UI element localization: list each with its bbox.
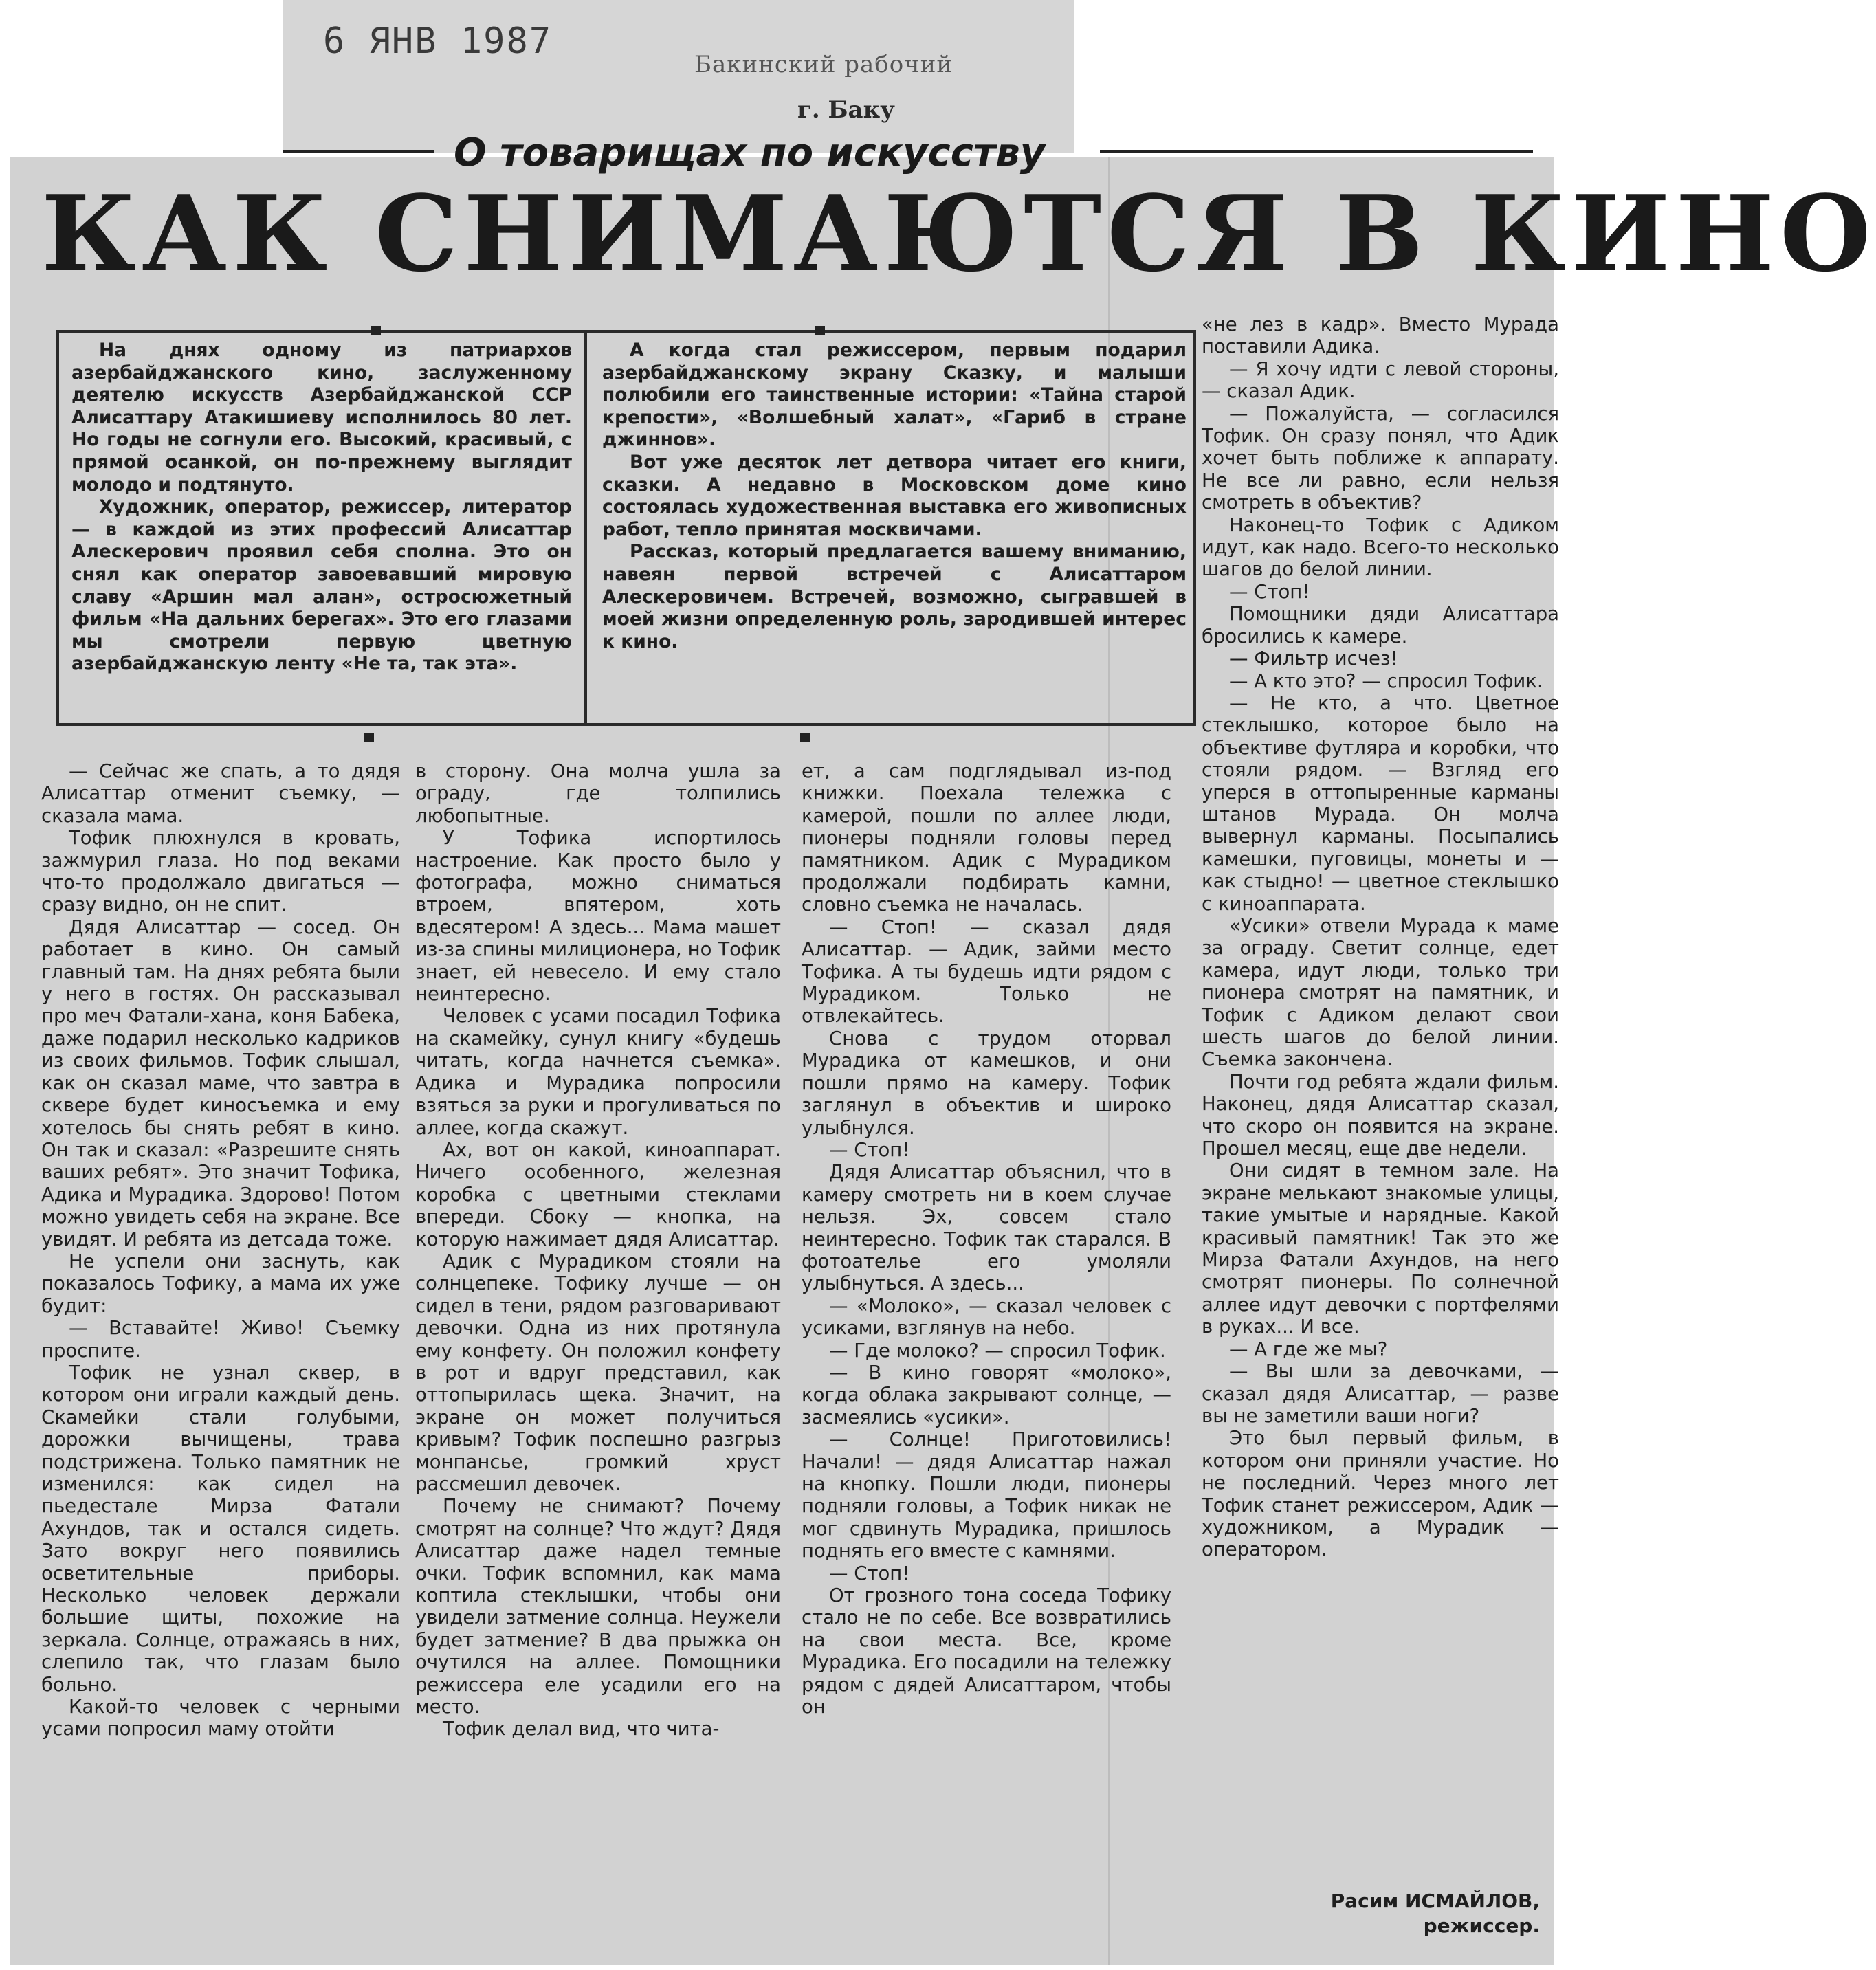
date-stamp: 6 ЯНВ 1987: [323, 21, 553, 62]
story-paragraph: Дядя Алисаттар объяснил, что в камеру смотреть ни в коем случае нельзя. Эх, совсем стало неинтересно. Тофик так старался. В фотоателье его умоляли улыбнуться. А здесь...: [802, 1161, 1171, 1295]
story-paragraph: Тофик делал вид, что чита-: [443, 1718, 720, 1740]
headline: КАК СНИМАЮТСЯ В КИНО: [41, 172, 1876, 295]
newspaper-city: г. Баку: [797, 96, 895, 124]
story-paragraph: — Сейчас же спать, а то дядя Алисаттар отменит съемку, — сказала мама.: [41, 760, 400, 827]
story-paragraph: «Усики» отвели Мурада к маме за ограду. Светит солнце, едет камера, идут люди, только три пионера смотрят на памятник, и Тофик с Адиком делают свои шесть шагов до белой линии. Съемка закончена.: [1202, 914, 1559, 1071]
story-paragraph: — А где же мы?: [1229, 1338, 1388, 1360]
story-column-2: [415, 760, 781, 1740]
story-paragraph: — Солнце! Приготовились! Начали! — дядя Алисаттар нажал на кнопку. Пошли люди, пионеры подняли головы, а Тофик никак не мог сдвинуть Мурадика, пришлось поднять его вместе с камнями.: [802, 1428, 1171, 1562]
story-paragraph: Снова с трудом оторвал Мурадика от камешков, и они пошли прямо на камеру. Тофик заглянул в объектив и широко улыбнулся.: [802, 1027, 1171, 1139]
intro-paragraph: Вот уже десяток лет детвора читает его книги, сказки. А недавно в Московском доме кино состоялась художественная выставка его живописных работ, тепло принятая москвичами.: [602, 451, 1187, 540]
story-paragraph: — А кто это? — спросил Тофик.: [1229, 669, 1543, 692]
rubric-rule-right: [1100, 150, 1533, 153]
story-column-3: [802, 760, 1171, 1718]
story-paragraph: От грозного тона соседа Тофику стало не по себе. Все возвратились на свои места. Все, кроме Мурадика. Его посадили на тележку рядом с дядей Алисаттаром, чтобы он: [802, 1584, 1171, 1718]
author-role: режиссер.: [1423, 1914, 1540, 1937]
story-paragraph: Помощники дяди Алисаттара бросились к камере.: [1202, 603, 1559, 648]
story-paragraph: — Вставайте! Живо! Съемку проспите.: [41, 1317, 400, 1362]
story-paragraph: — Не кто, а что. Цветное стеклышко, которое было на объективе футляра и коробки, что стояли рядом. — Взгляд его уперся в оттопыренные карманы штанов Мурада. Он молча вывернул карманы. Посыпались камешки, пуговицы, монеты и — как стыдно! — цветное стеклышко с киноаппарата.: [1202, 691, 1559, 915]
story-paragraph: Наконец-то Тофик с Адиком идут, как надо. Всего-то несколько шагов до белой линии.: [1202, 513, 1559, 581]
newspaper-name: Бакинский рабочий: [694, 51, 953, 78]
section-marker: [371, 326, 381, 335]
story-paragraph: Дядя Алисаттар — сосед. Он работает в кино. Он самый главный там. На днях ребята были у него в гостях. Он рассказывал про меч Фатали-хана, коня Бабека, даже подарил несколько кадриков из своих фильмов. Тофик слышал, как он сказал маме, что завтра в сквере будет киносъемка и ему хотелось бы снять ребят в кино. Он так и сказал: «Разрешите снять ваших ребят». Это значит Тофика, Адика и Мурадика. Здорово! Потом можно увидеть себя на экране. Все увидят. И ребята из детсада тоже.: [41, 916, 400, 1250]
intro-column-right: [602, 340, 1187, 653]
story-paragraph: Адик с Мурадиком стояли на солнцепеке. Тофику лучше — он сидел в тени, рядом разговаривают девочки. Одна из них протянула ему конфету. Он положил конфету в рот и вдруг представил, как оттопырилась щека. Значит, на экране он может получиться кривым? Тофик поспешно разгрыз монпансье, громкий хруст рассмешил девочек.: [415, 1250, 781, 1495]
story-paragraph: Какой-то человек с черными усами попросил маму отойти: [41, 1696, 400, 1740]
story-column-1: [41, 760, 400, 1740]
story-paragraph: Ах, вот он какой, киноаппарат. Ничего особенного, железная коробка с цветными стеклами впереди. Сбоку — кнопка, на которую нажимает дядя Алисаттар.: [415, 1138, 781, 1250]
story-paragraph: «не лез в кадр». Вместо Мурада поставили Адика.: [1202, 313, 1559, 358]
story-paragraph: Тофик не узнал сквер, в котором они играли каждый день. Скамейки стали голубыми, дорожки вычищены, трава подстрижена. Только памятник не изменился: как сидел на пьедестале Мирза Фатали Ахундов, так и остался сидеть. Зато вокруг него появились осветительные приборы. Несколько человек держали большие щиты, похожие на зеркала. Солнце, отражаясь в них, слепило так, что глазам было больно.: [41, 1361, 400, 1696]
section-marker: [364, 733, 374, 742]
story-paragraph: — Где молоко? — спросил Тофик.: [829, 1339, 1166, 1362]
story-paragraph: — Стоп! — сказал дядя Алисаттар. — Адик, займи место Тофика. А ты будешь идти рядом с Мурадиком. Только не отвлекайтесь.: [802, 916, 1171, 1028]
author-name: Расим ИСМАЙЛОВ,: [1330, 1890, 1540, 1912]
section-marker: [815, 326, 825, 335]
story-paragraph: Они сидят в темном зале. На экране мелькают знакомые улицы, такие умытые и нарядные. Какой красивый памятник! Так это же Мирза Фатали Ахундов, на него смотрят пионеры. По солнечной аллее идут девочки с портфелями в руках... И все.: [1202, 1160, 1559, 1338]
story-paragraph: Почему не снимают? Почему смотрят на солнце? Что ждут? Дядя Алисаттар даже надел темные очки. Тофик вспомнил, как мама коптила стеклышки, чтобы они увидели затмение солнца. Неужели будет затмение? В два прыжка он очутился на аллее. Помощники режиссера еле усадили его на место.: [415, 1495, 781, 1718]
story-paragraph: Тофик плюхнулся в кровать, зажмурил глаза. Но под веками что-то продолжало двигаться — сразу видно, он не спит.: [41, 827, 400, 916]
story-paragraph: — «Молоко», — сказал человек с усиками, взглянув на небо.: [802, 1294, 1171, 1340]
story-paragraph: — Фильтр исчез!: [1229, 648, 1398, 670]
story-paragraph: — В кино говорят «молоко», когда облака закрывают солнце, — засмеялись «усики».: [802, 1361, 1171, 1428]
intro-divider: [584, 330, 587, 726]
story-paragraph: — Стоп!: [1229, 580, 1310, 603]
story-paragraph: У Тофика испортилось настроение. Как просто было у фотографа, можно сниматься втроем, впятером, хоть вдесятером! А здесь... Мама машет из-за спины милиционера, но Тофик знает, ей невесело. И ему стало неинтересно.: [415, 827, 781, 1006]
story-paragraph: Человек с усами посадил Тофика на скамейку, сунул книгу «будешь читать, когда начнется съемка». Адика и Мурадика попросили взяться за руки и прогуливаться по аллее, когда скажут.: [415, 1005, 781, 1139]
intro-column-left: [71, 340, 572, 676]
story-paragraph: — Вы шли за девочками, — сказал дядя Алисаттар, — разве вы не заметили ваши ноги?: [1202, 1360, 1559, 1427]
story-paragraph: — Стоп!: [829, 1138, 910, 1161]
rubric-rule-left: [283, 150, 434, 153]
story-paragraph: Не успели они заснуть, как показалось Тофику, а мама их уже будит:: [41, 1250, 400, 1317]
rubric-title: О товарищах по искусству: [454, 131, 1046, 175]
intro-paragraph: На днях одному из патриархов азербайджанского кино, заслуженному деятелю искусств Азербайджанской ССР Алисаттару Атакишиеву исполнилось 80 лет. Но годы не согнули его. Высокий, красивый, с прямой осанкой, он по-прежнему выглядит молодо и подтянуто.: [71, 340, 572, 496]
section-marker: [800, 733, 810, 742]
story-paragraph: в сторону. Она молча ушла за ограду, где толпились любопытные.: [415, 760, 781, 827]
story-paragraph: Это был первый фильм, в котором они приняли участие. Но не последний. Через много лет Тофик станет режиссером, Адик — художником, а Мурадик — оператором.: [1202, 1427, 1559, 1561]
story-paragraph: — Пожалуйста, — согласился Тофик. Он сразу понял, что Адик хочет быть поближе к аппарату. Не все ли равно, если нельзя смотреть в объектив?: [1202, 402, 1559, 514]
story-paragraph: ет, а сам подглядывал из-под книжки. Поехала тележка с камерой, пошли по аллее люди, пионеры подняли головы перед памятником. Адик с Мурадиком продолжали подбирать камни, словно съемка не началась.: [802, 760, 1171, 916]
story-column-4: [1202, 313, 1559, 1561]
author-signature: [1292, 1889, 1540, 1938]
story-paragraph: — Я хочу идти с левой стороны, — сказал Адик.: [1202, 357, 1559, 403]
intro-paragraph: Художник, оператор, режиссер, литератор — в каждой из этих профессий Алисаттар Алескерович проявил себя сполна. Это он снял как оператор завоевавший мировую славу «Аршин мал алан», остросюжетный фильм «На дальних берегах». Это его глазами мы смотрели первую цветную азербайджанскую ленту «Не та, так эта».: [71, 496, 572, 675]
story-paragraph: Почти год ребята ждали фильм. Наконец, дядя Алисаттар сказал, что скоро он появится на экране. Прошел месяц, еще две недели.: [1202, 1070, 1559, 1160]
story-paragraph: — Стоп!: [829, 1562, 910, 1584]
intro-paragraph: Рассказ, который предлагается вашему вниманию, навеян первой встречей с Алисаттаром Алескеровичем. Встречей, возможно, сыгравшей в моей жизни определенную роль, зародившей интерес к кино.: [602, 541, 1187, 652]
intro-paragraph: А когда стал режиссером, первым подарил азербайджанскому экрану Сказку, и малыши полюбили его таинственные истории: «Тайна старой крепости», «Волшебный халат», «Гариб в стране джиннов».: [602, 340, 1187, 451]
